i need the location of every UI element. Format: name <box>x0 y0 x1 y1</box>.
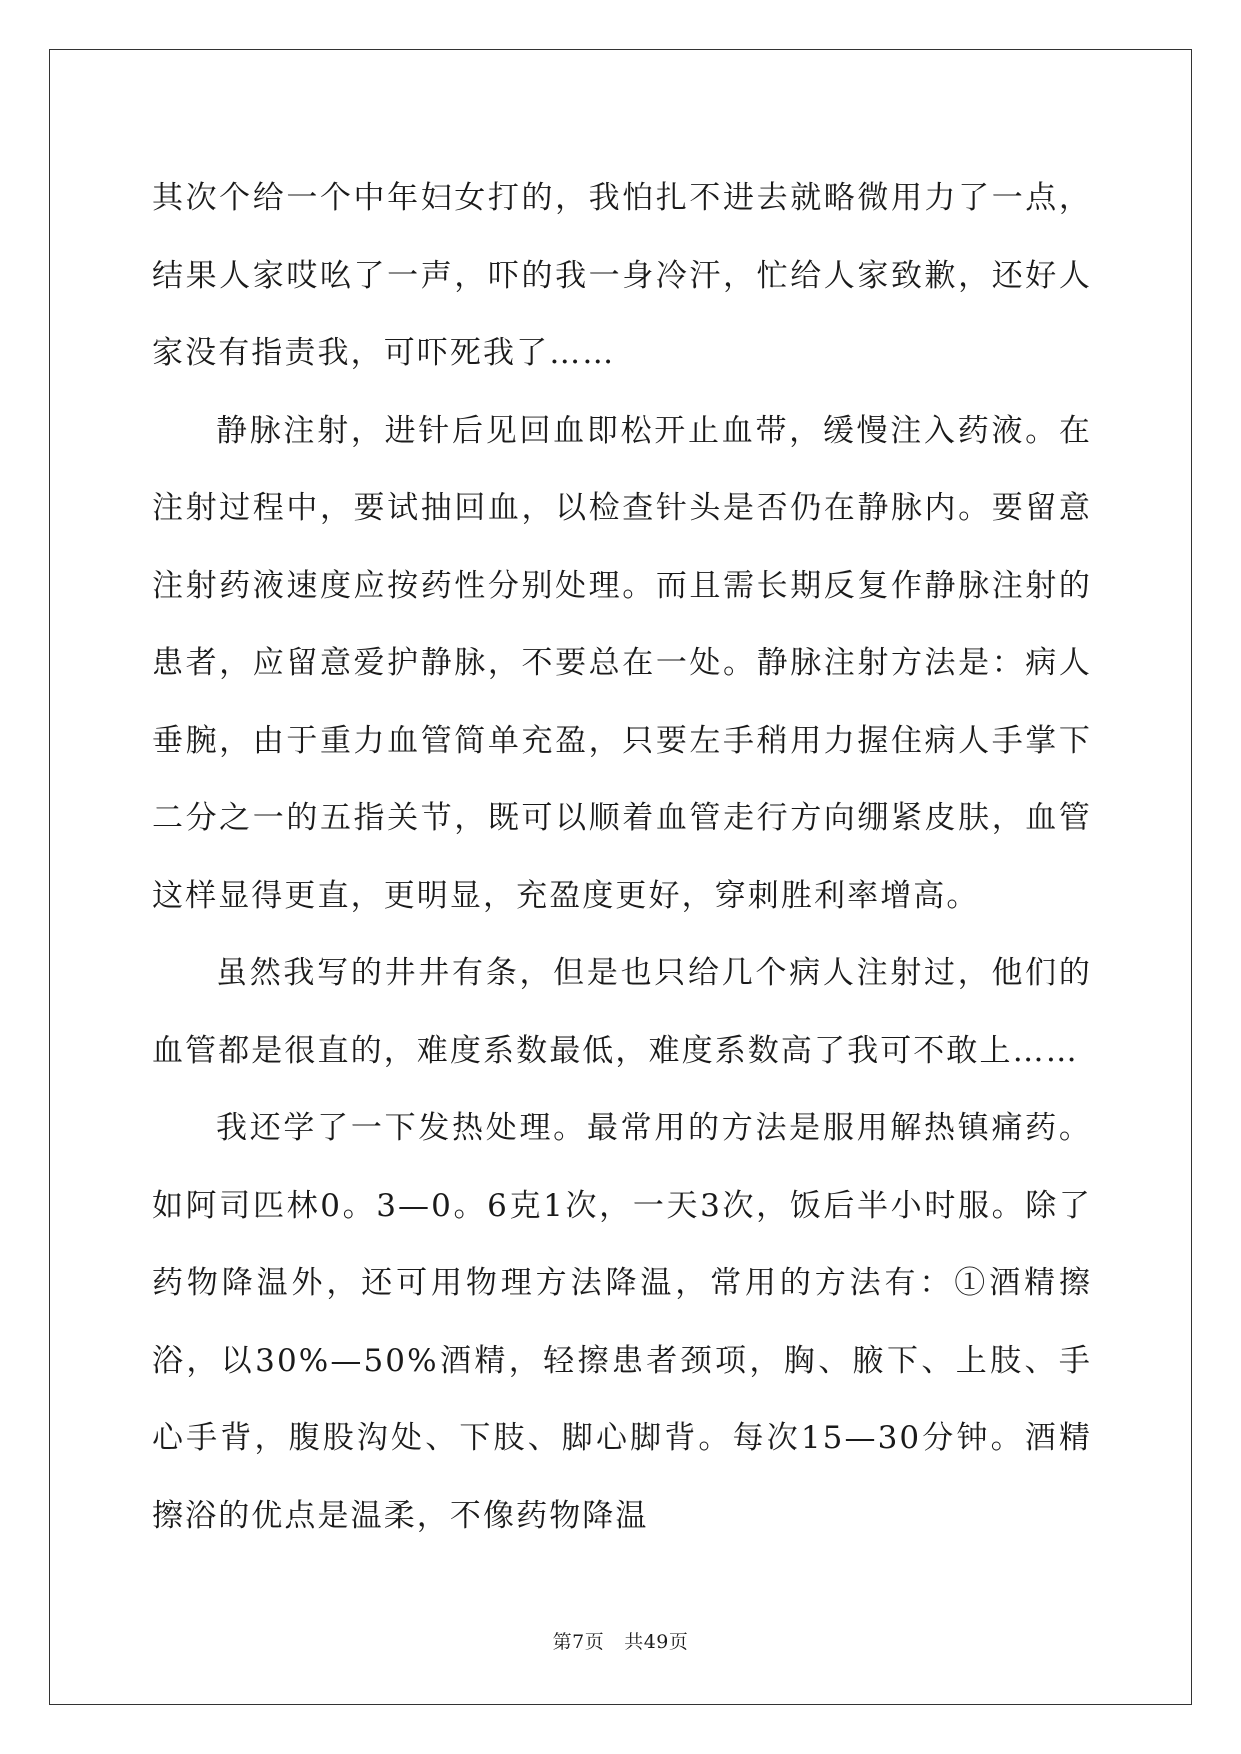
page-footer <box>0 1627 1241 1654</box>
paragraph-fever-treatment: 我还学了一下发热处理。最常用的方法是服用解热镇痛药。如阿司匹林0。3—0。6克1次，一天3次，饭后半小时服。除了药物降温外，还可用物理方法降温，常用的方法有：①酒精擦浴，以30%—50%酒精，轻擦患者颈项，胸、腋下、上肢、手心手背，腹股沟处、下肢、脚心脚背。每次15—30分钟。酒精擦浴的优点是温柔，不像药物降温 <box>152 1110 1092 1534</box>
paragraph-injection-story: 其次个给一个中年妇女打的，我怕扎不进去就略微用力了一点，结果人家哎吆了一声，吓的我一身冷汗，忙给人家致歉，还好人家没有指责我，可吓死我了…… <box>152 180 1092 371</box>
document-body <box>152 160 1092 1555</box>
paragraph-intravenous-injection: 静脉注射，进针后见回血即松开止血带，缓慢注入药液。在注射过程中，要试抽回血，以检查针头是否仍在静脉内。要留意注射药液速度应按药性分别处理。而且需长期反复作静脉注射的患者，应留意爱护静脉，不要总在一处。静脉注射方法是：病人垂腕，由于重力血管简单充盈，只要左手稍用力握住病人手掌下二分之一的五指关节，既可以顺着血管走行方向绷紧皮肤，血管这样显得更直，更明显，充盈度更好，穿刺胜利率增高。 <box>152 412 1092 914</box>
paragraph-experience-note: 虽然我写的井井有条，但是也只给几个病人注射过，他们的血管都是很直的，难度系数最低，难度系数高了我可不敢上…… <box>152 955 1092 1069</box>
page-total: 共49页 <box>624 1631 689 1653</box>
page-number: 第7页 <box>552 1631 605 1653</box>
